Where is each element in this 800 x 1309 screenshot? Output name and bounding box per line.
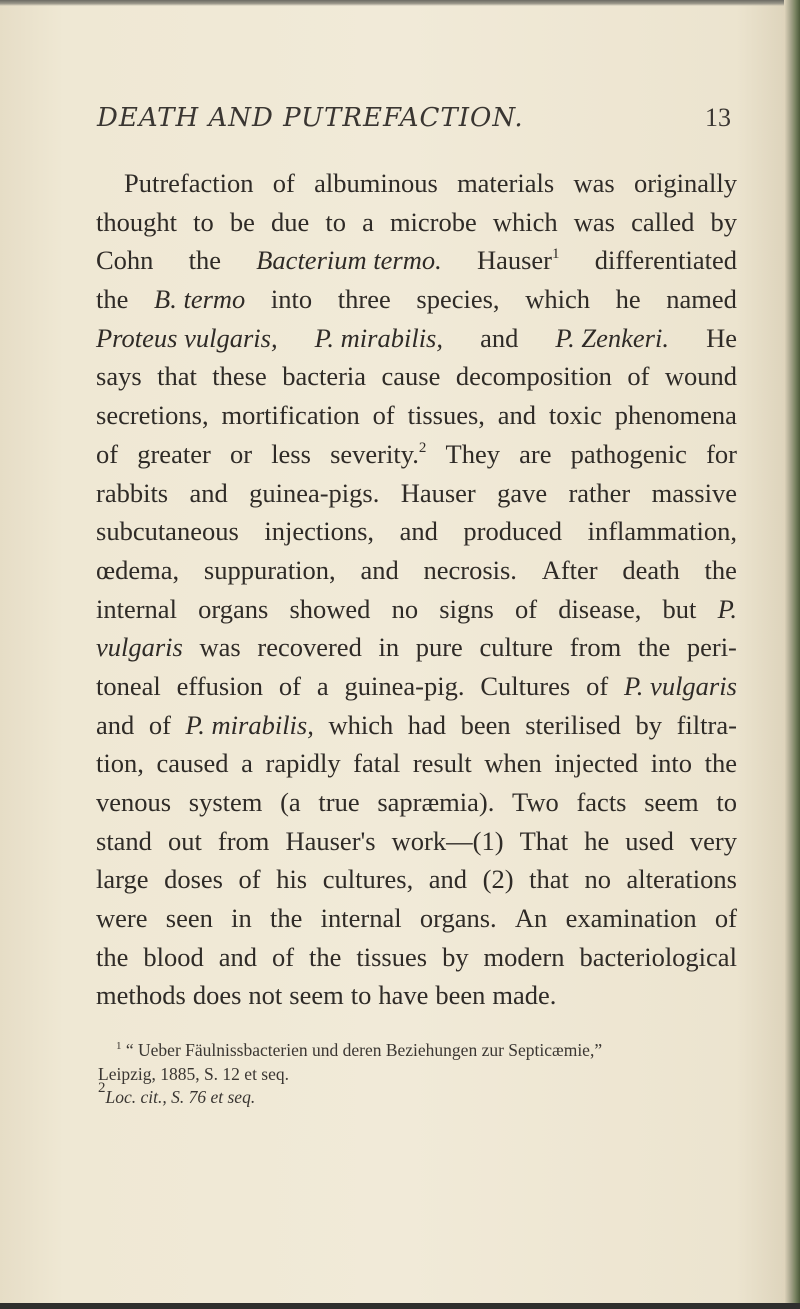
word: Hauser's	[285, 825, 376, 856]
word: of	[271, 941, 295, 972]
word: blood	[143, 941, 204, 972]
text-line	[96, 860, 737, 899]
word: and	[96, 709, 135, 740]
word: Cohn	[96, 245, 154, 276]
italic-taxon: P.	[717, 593, 737, 624]
italic-taxon: P. mirabilis,	[185, 709, 314, 740]
word: and	[428, 864, 468, 895]
word: species,	[416, 284, 500, 315]
word: less	[271, 438, 311, 469]
word: death	[622, 554, 680, 585]
word: effusion	[176, 670, 263, 701]
word: tion,	[96, 748, 144, 779]
word: be	[229, 206, 255, 237]
word: doses	[164, 864, 223, 895]
word: of	[148, 709, 171, 740]
word: into	[650, 748, 693, 779]
word: used	[625, 825, 674, 856]
word: the	[96, 941, 129, 972]
word: that	[529, 864, 569, 895]
word: for	[706, 438, 737, 469]
word: tissues	[356, 941, 428, 972]
word: by	[442, 941, 469, 972]
word: recovered	[257, 632, 362, 663]
word: when	[484, 748, 542, 779]
word: tissues,	[407, 400, 485, 431]
word: of	[627, 361, 650, 392]
italic-taxon: B. termo	[154, 284, 246, 315]
word: of	[372, 400, 395, 431]
word: to	[350, 980, 372, 1011]
text-line	[96, 783, 737, 822]
word: of	[238, 864, 261, 895]
footnote-ref: 2	[418, 439, 427, 456]
word: due	[270, 206, 310, 237]
word: into	[270, 284, 313, 315]
word: pathogenic	[570, 438, 687, 469]
word: necrosis.	[423, 554, 517, 585]
word: no	[391, 593, 419, 624]
text-line	[96, 241, 737, 280]
word: Cultures	[480, 670, 571, 701]
word: was	[573, 206, 615, 237]
word: and	[218, 941, 257, 972]
word: materials	[457, 168, 555, 198]
text-line	[96, 744, 737, 783]
word: organs.	[419, 903, 497, 934]
word: internal	[96, 593, 177, 624]
word: no	[584, 864, 611, 895]
word: and	[497, 400, 537, 431]
text-line	[96, 938, 737, 977]
word: three	[337, 284, 391, 315]
word: phenomena	[614, 400, 737, 431]
footnotes	[98, 1039, 732, 1110]
word: the	[704, 748, 737, 779]
word: facts	[576, 787, 627, 817]
word: have	[378, 980, 429, 1011]
word: cause	[381, 361, 441, 392]
word: which	[525, 284, 590, 315]
word: of	[278, 670, 301, 701]
word: culture	[479, 632, 554, 663]
word: true	[318, 787, 360, 817]
word: An	[514, 903, 548, 934]
word: the	[637, 632, 671, 663]
text-line	[96, 396, 737, 435]
word: organs	[198, 593, 269, 624]
word: from	[217, 825, 270, 856]
word: result	[412, 748, 472, 779]
word: and	[360, 554, 399, 585]
word: by	[710, 206, 737, 237]
word: in	[231, 903, 252, 934]
word: not	[248, 980, 283, 1011]
word: says	[96, 361, 142, 392]
word: He	[706, 322, 737, 353]
word: guinea-pig.	[344, 670, 465, 701]
word: but	[662, 593, 697, 624]
word: to	[325, 206, 346, 237]
word: been	[435, 980, 486, 1011]
word: methods	[96, 980, 186, 1011]
word: produced	[463, 516, 563, 547]
word: sterilised	[525, 709, 621, 740]
word: showed	[289, 593, 371, 624]
word: Hauser	[400, 477, 476, 508]
word: or	[229, 438, 253, 469]
word: in	[378, 632, 400, 663]
word: seem	[289, 980, 344, 1011]
word: a	[241, 748, 253, 779]
word: and	[189, 477, 228, 508]
word: They	[445, 438, 500, 469]
text-line	[96, 164, 737, 203]
text-line	[96, 280, 737, 319]
word: the	[309, 941, 342, 972]
page-binding-edge	[784, 0, 800, 1309]
footnote-text: “ Ueber Fäulnissbacterien und deren Beziehungen zur Septicæmie,”	[125, 1040, 603, 1060]
word: was	[199, 632, 241, 663]
text-line	[96, 203, 737, 242]
word: signs	[439, 593, 494, 624]
word: out	[167, 825, 202, 856]
word: which	[328, 709, 394, 740]
word: differentiated	[594, 245, 737, 276]
text-line	[96, 976, 737, 1015]
page-header	[97, 103, 731, 143]
body-paragraph	[96, 164, 737, 1015]
word: That	[519, 825, 569, 856]
word: large	[96, 864, 149, 895]
word: massive	[651, 477, 737, 508]
word: Two	[512, 787, 559, 817]
word: seem	[644, 787, 699, 817]
word: and	[480, 322, 519, 353]
word: (2)	[482, 864, 514, 895]
text-line	[96, 667, 737, 706]
word: Putrefaction	[124, 168, 254, 198]
text-line	[96, 512, 737, 551]
word: named	[666, 284, 737, 315]
word: had	[407, 709, 447, 740]
text-line	[96, 706, 737, 745]
word: of	[96, 438, 119, 469]
word: internal	[320, 903, 402, 934]
word: to	[193, 206, 214, 237]
word: called	[631, 206, 695, 237]
text-line	[96, 474, 737, 513]
word: and	[399, 516, 438, 547]
page-top-edge	[0, 0, 800, 6]
word: very	[689, 825, 737, 856]
word: were	[96, 903, 148, 934]
word: are	[519, 438, 552, 469]
word: of	[586, 670, 609, 701]
footnote-2	[98, 1080, 732, 1110]
word: greater	[137, 438, 211, 469]
text-line	[96, 590, 737, 629]
word: decomposition	[455, 361, 612, 392]
italic-taxon: P. vulgaris	[624, 670, 737, 701]
word: made.	[492, 980, 557, 1011]
word: microbe	[389, 206, 477, 237]
word: venous	[96, 787, 172, 817]
word: bacteriological	[579, 941, 737, 972]
word: a	[316, 670, 329, 701]
word: pure	[415, 632, 463, 663]
word: the	[96, 284, 129, 315]
word: been	[460, 709, 511, 740]
word: inflammation,	[587, 516, 737, 547]
word: does	[192, 980, 242, 1011]
word: disease,	[558, 593, 642, 624]
text-line	[96, 319, 737, 358]
word: rapidly	[265, 748, 341, 779]
italic-taxon: P. mirabilis,	[314, 322, 443, 353]
word: of	[514, 593, 538, 624]
word: a	[362, 206, 374, 237]
word: caused	[156, 748, 229, 779]
word: of	[714, 903, 737, 934]
word: albuminous	[314, 168, 438, 198]
word: modern	[483, 941, 565, 972]
word: wound	[664, 361, 737, 392]
text-line	[96, 822, 737, 861]
word: examination	[565, 903, 697, 934]
word: mortification	[221, 400, 360, 431]
text-line	[96, 435, 737, 474]
word: suppuration,	[203, 554, 336, 585]
word: that	[157, 361, 197, 392]
footnote-1	[98, 1039, 732, 1063]
word: cultures,	[322, 864, 414, 895]
italic-taxon: Bacterium termo.	[256, 245, 442, 276]
text-line	[96, 551, 737, 590]
page-number: 13	[705, 103, 731, 132]
word: by	[635, 709, 662, 740]
footnote-marker: 2	[98, 1080, 106, 1096]
word: to	[716, 787, 737, 817]
word: rabbits	[96, 477, 169, 508]
word: severity.	[330, 438, 419, 469]
word: which	[492, 206, 558, 237]
text-line	[96, 628, 737, 667]
word: bacteria	[282, 361, 367, 392]
word: toneal	[96, 670, 161, 701]
word: secretions,	[96, 400, 209, 431]
word: these	[212, 361, 267, 392]
word: injections,	[264, 516, 375, 547]
word: his	[276, 864, 308, 895]
word: toxic	[548, 400, 602, 431]
word: from	[569, 632, 622, 663]
word: was	[573, 168, 615, 198]
page-bottom-edge	[0, 1303, 800, 1309]
italic-taxon: vulgaris	[96, 632, 183, 663]
word: peri-	[686, 632, 737, 663]
footnote-1-continuation	[98, 1063, 732, 1087]
word: injected	[554, 748, 639, 779]
footnote-ref: 1	[552, 246, 560, 263]
word: œdema,	[96, 554, 180, 585]
word: subcutaneous	[96, 516, 239, 547]
word: guinea-pigs.	[249, 477, 380, 508]
footnote-text: Leipzig, 1885, S. 12 et seq.	[98, 1063, 290, 1084]
word: stand	[96, 825, 152, 856]
word: originally	[633, 168, 737, 198]
word: Hauser	[476, 245, 552, 276]
word: alterations	[626, 864, 737, 895]
word: he	[584, 825, 610, 856]
word: thought	[96, 206, 177, 237]
word: the	[704, 554, 737, 585]
word: rather	[568, 477, 631, 508]
word: seen	[165, 903, 213, 934]
italic-taxon: P. Zenkeri.	[555, 322, 669, 353]
footnote-text: Loc. cit., S. 76 et seq.	[105, 1087, 256, 1107]
word: of	[272, 168, 295, 198]
word: he	[615, 284, 641, 315]
italic-taxon: Proteus vulgaris,	[96, 322, 278, 353]
word: gave	[497, 477, 548, 508]
text-line	[96, 899, 737, 938]
word: sapræmia).	[377, 787, 495, 817]
word: After	[541, 554, 598, 585]
word: the	[270, 903, 303, 934]
word: filtra-	[676, 709, 737, 740]
word: the	[188, 245, 222, 276]
word: work—(1)	[391, 825, 504, 856]
word: fatal	[353, 748, 401, 779]
word: (a	[280, 787, 301, 817]
footnote-marker: 1	[116, 1040, 122, 1052]
word: system	[188, 787, 263, 817]
running-title: DEATH AND PUTREFACTION.	[97, 103, 524, 133]
text-line	[96, 357, 737, 396]
